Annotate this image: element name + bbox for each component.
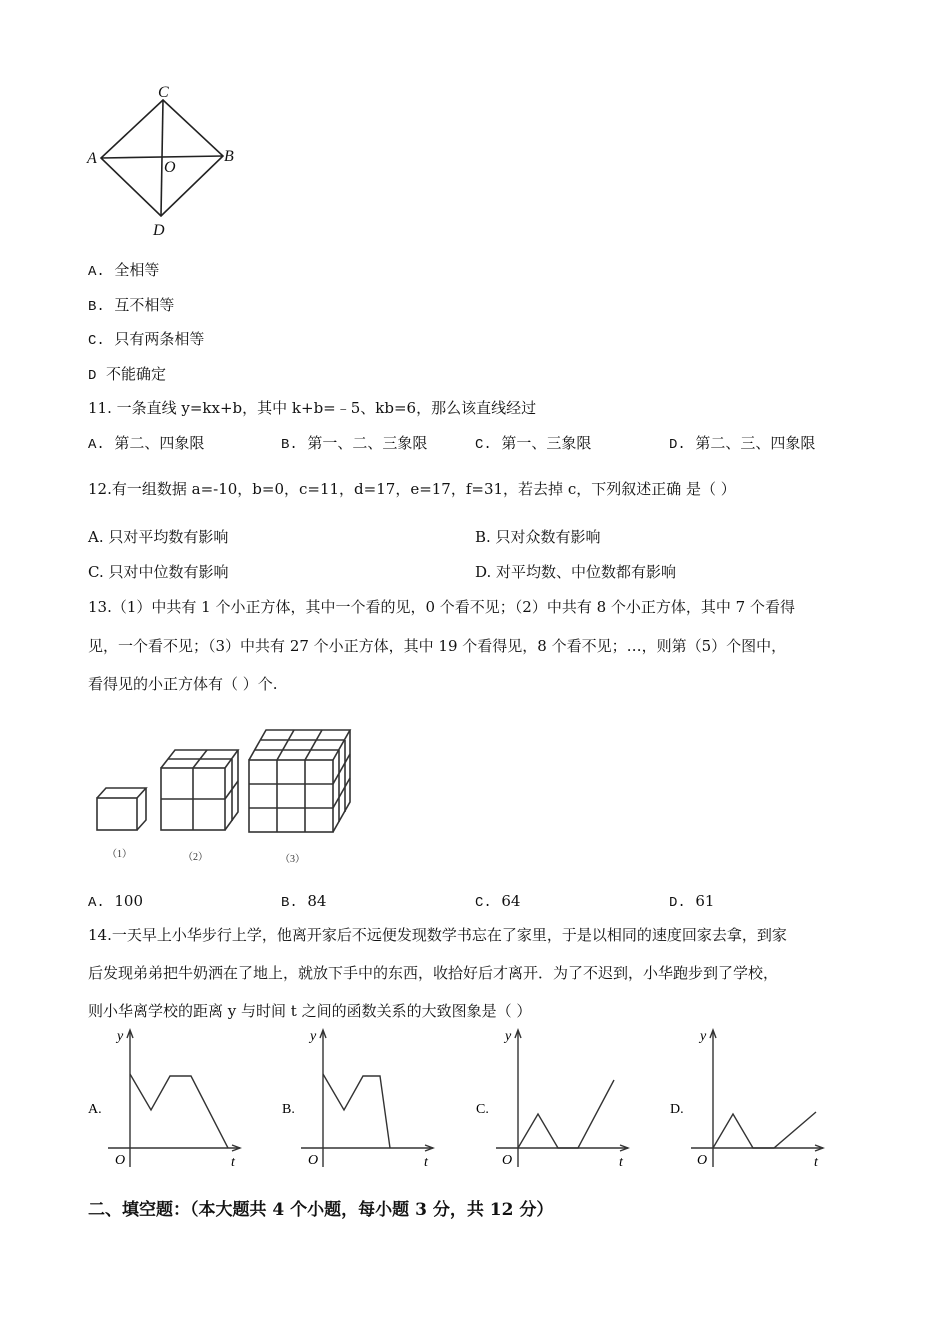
vertex-a-label: A [87,150,97,167]
q14-line-1: 14.一天早上小华步行上学，他离开家后不远便发现数学书忘在了家里，于是以相同的速度回家去拿，到家 [88,926,787,944]
option-text: 互不相等 [114,296,175,314]
q13-option-d[interactable] [669,891,714,913]
q12-option-d[interactable]: D. 对平均数、中位数都有影响 [475,563,677,581]
option-letter: C. [88,333,105,349]
q10-option-b[interactable] [88,295,174,317]
graph-b[interactable] [280,1022,450,1172]
option-letter: B. [281,437,298,453]
option-text: 不能确定 [105,365,166,383]
vertex-b-label: B [224,148,234,165]
option-letter: D. [669,437,686,453]
q12-option-c[interactable]: C. 只对中位数有影响 [88,563,229,581]
q13-line-3: 看得见的小正方体有（ ）个. [88,675,278,693]
option-letter: B. [281,895,298,911]
vertex-c-label: C [158,84,169,101]
q10-option-a[interactable] [88,260,159,282]
y-axis-label: y [505,1029,512,1044]
t-axis-label: t [424,1155,428,1170]
option-text: 100 [114,892,143,910]
option-text: 全相等 [114,261,160,279]
graph-b-label: B. [282,1102,295,1117]
option-text: 第一、二、三象限 [307,434,428,452]
cubes-figure [85,720,365,870]
q10-option-c[interactable] [88,329,204,351]
q13-line-1: 13.（1）中共有 1 个小正方体，其中一个看的见，0 个看不见；（2）中共有 8 个小正方体，其中 7 个看得 [88,598,795,616]
y-axis-label: y [117,1029,124,1044]
option-letter: A. [88,895,105,911]
origin-label: O [308,1153,319,1168]
q11-option-d[interactable] [669,433,815,455]
q12-option-b[interactable]: B. 只对众数有影响 [475,528,601,546]
option-text: 第二、三、四象限 [695,434,816,452]
option-text: 第一、三象限 [501,434,592,452]
option-letter: A. [88,437,105,453]
option-letter: A. [88,264,105,280]
q14-line-2: 后发现弟弟把牛奶洒在了地上，就放下手中的东西，收拾好后才离开．为了不迟到，小华跑步到了学校， [88,964,779,982]
t-axis-label: t [231,1155,235,1170]
graph-a-label: A. [88,1102,102,1117]
cube-2-label: （2） [183,852,208,863]
cube-1 [97,788,146,830]
q13-option-b[interactable] [281,891,326,913]
cube-1-label: （1） [107,849,132,860]
q13-option-a[interactable] [88,891,143,913]
option-text: 61 [695,892,715,910]
option-letter: D [88,368,97,384]
origin-label: O [697,1153,708,1168]
graph-c[interactable] [474,1022,644,1172]
option-text: 64 [501,892,521,910]
option-text: 84 [307,892,327,910]
center-o-label: O [164,159,176,176]
section-2-heading: 二、填空题：（本大题共 4 个小题，每小题 3 分，共 12 分） [88,1200,554,1220]
q13-line-2: 见，一个看不见；（3）中共有 27 个小正方体，其中 19 个看得见，8 个看不见；…，则第（5）个图中， [88,637,787,655]
q12-option-a[interactable]: A. 只对平均数有影响 [88,528,229,546]
q11-option-c[interactable] [475,433,591,455]
cube-3 [249,730,350,832]
q11-option-a[interactable] [88,433,204,455]
q14-line-3: 则小华离学校的距离 y 与时间 t 之间的函数关系的大致图象是（ ） [88,1002,532,1020]
origin-label: O [502,1153,513,1168]
option-text: 只有两条相等 [114,330,205,348]
graph-d[interactable] [668,1022,838,1172]
option-letter: B. [88,299,105,315]
vertex-d-label: D [153,222,165,239]
option-text: 第二、四象限 [114,434,205,452]
option-letter: C. [475,895,492,911]
t-axis-label: t [619,1155,623,1170]
y-axis-label: y [310,1029,317,1044]
rhombus-figure [80,80,250,245]
t-axis-label: t [814,1155,818,1170]
cube-3-label: （3） [280,854,305,865]
graph-c-label: C. [476,1102,489,1117]
q10-option-d[interactable] [88,364,166,386]
graph-a[interactable] [85,1022,255,1172]
origin-label: O [115,1153,126,1168]
q11-option-b[interactable] [281,433,427,455]
option-letter: C. [475,437,492,453]
q13-option-c[interactable] [475,891,520,913]
q12-stem: 12.有一组数据 a=-10，b=0，c=11，d=17，e=17，f=31，若去掉 c，下列叙述正确 是（ ） [88,480,736,498]
option-letter: D. [669,895,686,911]
graph-d-label: D. [670,1102,684,1117]
cube-2 [161,750,238,830]
q11-stem: 11. 一条直线 y=kx+b，其中 k+b=﹣5、kb=6，那么该直线经过 [88,399,537,417]
y-axis-label: y [700,1029,707,1044]
